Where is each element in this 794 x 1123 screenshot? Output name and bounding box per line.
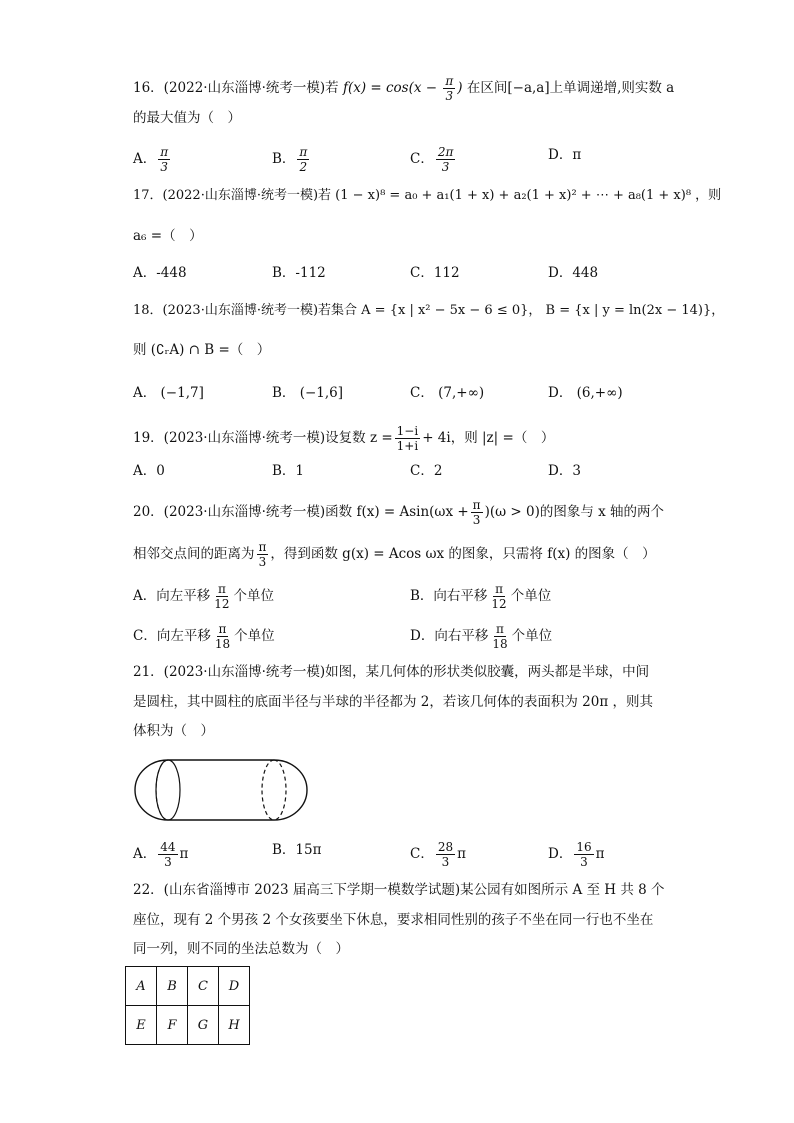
q21-option-a: A． $\frac{44}{3}$ π xyxy=(133,840,189,869)
seat-row xyxy=(126,967,250,1006)
question-18-line-1: 18．(2023·山东淄博·统考一模)若集合 A = {x | x² − 5x − 6 ≤ 0}， B = {x | y = ln(2x − 14)}， xyxy=(133,303,725,318)
seat-cell: B xyxy=(157,967,188,1006)
q17-option-b: B．-112 xyxy=(272,265,326,281)
question-18-line-2: 则 (∁ᵣA) ∩ B =（ ） xyxy=(133,342,271,358)
seat-row xyxy=(126,1006,250,1045)
question-20-line-2: 相邻交点间的距离为 $\frac{\pi}{3}$ ，得到函数 g(x) = Acos ωx 的图象，只需将 f(x) 的图象（ ） xyxy=(133,540,656,569)
q17-option-d: D．448 xyxy=(548,265,599,281)
q16-option-c: C． $\frac{2\pi}{3}$ xyxy=(410,145,454,174)
question-19-line-1: 19．(2023·山东淄博·统考一模)设复数 z = $\frac{1-i}{1+i}$ + 4i，则 |z| =（ ） xyxy=(133,424,555,453)
capsule-figure xyxy=(130,754,310,826)
q18-option-a: A． (−1,7] xyxy=(133,385,204,401)
q16-option-d: D．π xyxy=(548,147,582,163)
q16-option-b: B． $\frac{\pi}{2}$ xyxy=(272,145,308,174)
q21-option-c: C． $\frac{28}{3}$ π xyxy=(410,840,466,869)
question-21-line-2: 是圆柱，其中圆柱的底面半径与半球的半径都为 2，若该几何体的表面积为 20π ，则其 xyxy=(133,694,654,710)
q19-option-b: B．1 xyxy=(272,463,305,479)
fraction: $\frac{\pi}{3}$ xyxy=(445,74,454,103)
seat-cell: F xyxy=(157,1006,188,1045)
q21-option-d: D． $\frac{16}{3}$ π xyxy=(548,840,605,869)
q20-option-a: A．向左平移 $\frac{\pi}{12}$ 个单位 xyxy=(133,582,275,611)
seat-cell: D xyxy=(219,967,250,1006)
q20-option-c: C．向左平移 $\frac{\pi}{18}$ 个单位 xyxy=(133,622,275,651)
question-16-line-2: 的最大值为（ ） xyxy=(133,110,241,126)
q18-option-c: C． (7,+∞) xyxy=(410,385,485,401)
seat-cell: A xyxy=(126,967,157,1006)
q17-option-a: A．-448 xyxy=(133,265,187,281)
q19-option-a: A．0 xyxy=(133,463,165,479)
question-16-line-1: 16．(2022·山东淄博·统考一模)若 f(x) = cos(x − $\frac{\pi}{3}$ ) 在区间[−a,a]上单调递增,则实数 a xyxy=(133,74,675,103)
q18-option-d: D． (6,+∞) xyxy=(548,385,623,401)
question-17-line-2: a₆ =（ ） xyxy=(133,228,203,244)
q20-option-b: B．向右平移 $\frac{\pi}{12}$ 个单位 xyxy=(410,582,552,611)
q17-option-c: C．112 xyxy=(410,265,460,281)
seat-grid xyxy=(125,966,250,1045)
question-22-line-1: 22．(山东省淄博市 2023 届高三下学期一模数学试题)某公园有如图所示 A 至 H 共 8 个 xyxy=(133,882,665,898)
q16-option-a: A． $\frac{\pi}{3}$ xyxy=(133,145,169,174)
q21-option-b: B．15π xyxy=(272,842,322,858)
q18-option-b: B． (−1,6] xyxy=(272,385,344,401)
question-21-line-1: 21．(2023·山东淄博·统考一模)如图，某几何体的形状类似胶囊，两头都是半球，中间 xyxy=(133,664,650,680)
question-22-line-3: 同一列，则不同的坐法总数为（ ） xyxy=(133,941,349,957)
q20-option-d: D．向右平移 $\frac{\pi}{18}$ 个单位 xyxy=(410,622,553,651)
seat-cell: H xyxy=(219,1006,250,1045)
seat-cell: G xyxy=(188,1006,219,1045)
seat-cell: E xyxy=(126,1006,157,1045)
q19-option-d: D．3 xyxy=(548,463,581,479)
question-20-line-1: 20．(2023·山东淄博·统考一模)函数 f(x) = Asin(ωx + $\frac{\pi}{3}$ )(ω > 0)的图象与 x 轴的两个 xyxy=(133,498,665,527)
question-22-line-2: 座位，现有 2 个男孩 2 个女孩要坐下休息，要求相同性别的孩子不坐在同一行也不坐在 xyxy=(133,912,654,928)
seat-cell: C xyxy=(188,967,219,1006)
q19-option-c: C．2 xyxy=(410,463,443,479)
question-21-line-3: 体积为（ ） xyxy=(133,723,214,739)
question-17-line-1: 17．(2022·山东淄博·统考一模)若 (1 − x)⁸ = a₀ + a₁(1 + x) + a₂(1 + x)² + ⋯ + a₈(1 + x)⁸ ，则 xyxy=(133,188,722,203)
